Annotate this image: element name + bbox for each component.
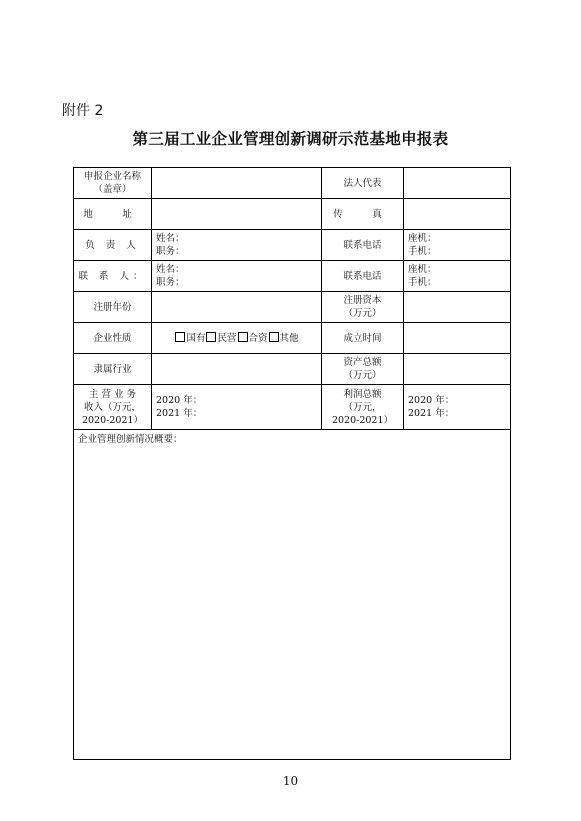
contact-label: 联 系 人： [74, 261, 152, 292]
contact-phone-label: 联系电话 [322, 261, 404, 292]
checkbox-joint-venture[interactable] [238, 332, 248, 342]
company-nature-options [152, 323, 322, 354]
total-assets-field[interactable] [404, 354, 511, 385]
checkbox-other[interactable] [269, 332, 279, 342]
revenue-label: 主 营 业 务 收入（万元， 2020-2021） [74, 385, 152, 430]
contact-field[interactable]: 姓名： 职务： [152, 261, 322, 292]
established-time-label: 成立时间 [322, 323, 404, 354]
row-summary [74, 430, 511, 760]
row-nature [74, 323, 511, 354]
profit-field[interactable]: 2020 年： 2021 年： [404, 385, 511, 430]
registered-capital-field[interactable] [404, 292, 511, 323]
row-responsible [74, 230, 511, 261]
option-other: 其他 [279, 332, 299, 344]
total-assets-label: 资产总额 （万元） [322, 354, 404, 385]
row-address [74, 199, 511, 230]
address-field[interactable] [152, 199, 322, 230]
row-company-name [74, 168, 511, 199]
industry-label: 隶属行业 [74, 354, 152, 385]
registration-year-field[interactable] [152, 292, 322, 323]
row-industry [74, 354, 511, 385]
option-state-owned: 国有 [186, 332, 206, 344]
checkbox-state-owned[interactable] [175, 332, 185, 342]
application-form-table [73, 167, 511, 760]
form-title: 第三届工业企业管理创新调研示范基地申报表 [132, 129, 449, 148]
established-time-field[interactable] [404, 323, 511, 354]
page-number: 10 [282, 774, 299, 788]
profit-label: 利润总额 （万元， 2020-2021） [322, 385, 404, 430]
row-registration [74, 292, 511, 323]
registration-year-label: 注册年份 [74, 292, 152, 323]
responsible-phone-field[interactable]: 座机： 手机： [404, 230, 511, 261]
row-revenue [74, 385, 511, 430]
contact-phone-field[interactable]: 座机： 手机： [404, 261, 511, 292]
company-name-field[interactable] [152, 168, 322, 199]
innovation-summary-field[interactable] [74, 430, 511, 760]
legal-rep-label: 法人代表 [322, 168, 404, 199]
row-contact [74, 261, 511, 292]
checkbox-private[interactable] [206, 332, 216, 342]
attachment-label: 附件 2 [62, 103, 104, 119]
option-private: 民营 [217, 332, 237, 344]
revenue-field[interactable]: 2020 年： 2021 年： [152, 385, 322, 430]
option-joint-venture: 合资 [248, 332, 268, 344]
fax-label: 传 真 [322, 199, 404, 230]
responsible-label: 负 责 人 [74, 230, 152, 261]
fax-field[interactable] [404, 199, 511, 230]
responsible-field[interactable]: 姓名： 职务： [152, 230, 322, 261]
company-nature-label: 企业性质 [74, 323, 152, 354]
address-label: 地 址 [74, 199, 152, 230]
responsible-phone-label: 联系电话 [322, 230, 404, 261]
registered-capital-label: 注册资本 （万元） [322, 292, 404, 323]
legal-rep-field[interactable] [404, 168, 511, 199]
company-name-label: 申报企业名称 （盖章） [74, 168, 152, 199]
innovation-summary-label: 企业管理创新情况概要： [78, 434, 183, 445]
industry-field[interactable] [152, 354, 322, 385]
